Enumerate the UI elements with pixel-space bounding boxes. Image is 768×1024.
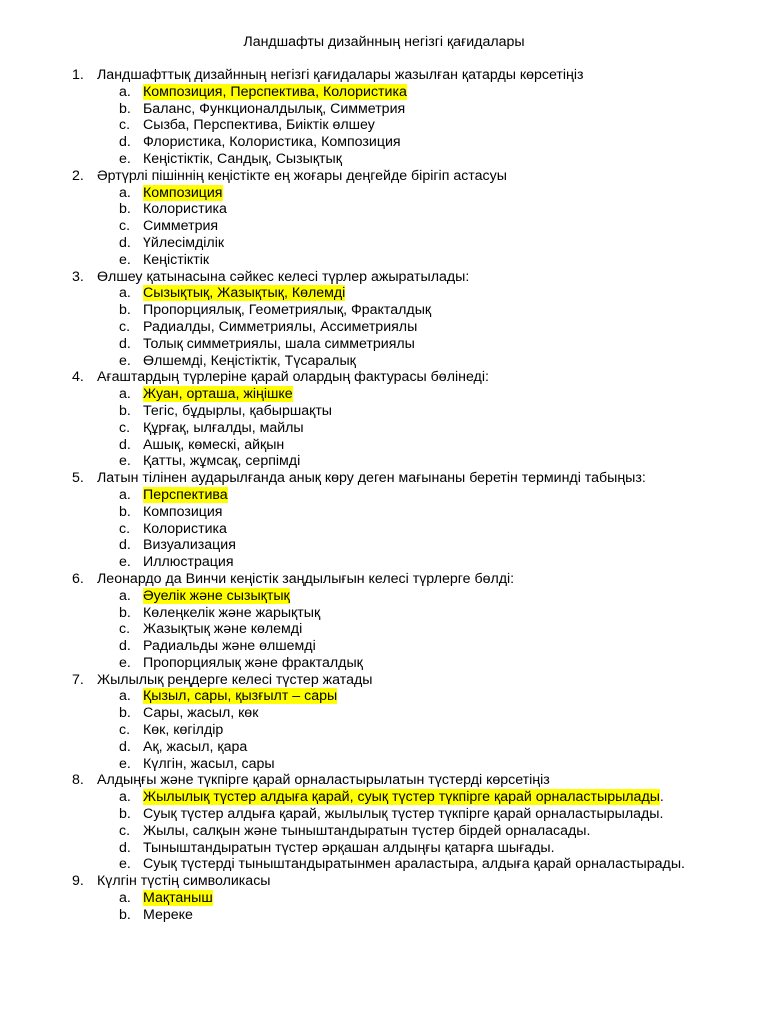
option-letter: b. [119,402,131,419]
option-letter: e. [119,251,131,268]
answer-options [0,285,740,369]
question-item [0,571,740,672]
option-letter: e. [119,654,131,671]
highlighted-answer-text: Мақтаныш [143,890,213,907]
document-title: Ландшафты дизайнның негізгі қағидалары [243,34,525,50]
option-letter: b. [119,503,131,520]
question-text: Әртүрлі пішіннің кеңістікте ең жоғары деңгейде бірігіп астасуы [97,167,507,184]
option-suffix: . [659,789,664,806]
answer-option [0,621,740,638]
answer-option [0,537,740,554]
answer-option [0,134,740,151]
question-text: Леонардо да Винчи кеңістік заңдылығын келесі түрлерге бөлді: [97,570,515,587]
option-text: Иллюстрация [143,554,234,571]
answer-option [0,319,740,336]
answer-option-correct [0,588,740,605]
option-letter: a. [119,386,131,403]
option-letter: e. [119,554,131,571]
answer-option [0,252,740,269]
option-letter: d. [119,134,131,151]
option-letter: c. [119,218,131,235]
option-letter: c. [119,822,131,839]
answer-options [0,588,740,672]
answer-option [0,403,740,420]
question-item [0,67,740,168]
option-text: Жазықтық және көлемді [143,621,303,638]
option-text: Көк, көгілдір [143,722,224,739]
answer-option [0,302,740,319]
option-text: Кеңістіктік, Сандық, Сызықтық [143,150,342,167]
question-text: Жылылық реңдерге келесі түстер жатады [97,671,373,688]
question-list [0,67,740,924]
option-text: Сары, жасыл, көк [143,705,259,722]
answer-option [0,353,740,370]
option-letter: e. [119,352,131,369]
option-text: Баланс, Функционалдылық, Симметрия [143,100,406,117]
option-text: Суық түстерді тыныштандыратынмен араластыра, алдыға қарай орналастырады. [143,856,685,873]
question-item [0,369,740,470]
answer-option [0,420,740,437]
question-number: 8. [72,772,84,789]
option-text: Тыныштандыратын түстер әрқашан алдыңғы қатарға шығады. [143,839,555,856]
question-row [0,269,740,286]
option-letter: d. [119,839,131,856]
option-letter: e. [119,755,131,772]
question-number: 4. [72,369,84,386]
answer-option [0,117,740,134]
question-item [0,269,740,370]
highlighted-answer-text: Перспектива [143,486,228,503]
answer-option [0,722,740,739]
option-letter: d. [119,738,131,755]
option-letter: b. [119,906,131,923]
answer-options [0,789,740,873]
question-text: Алдыңғы және түкпірге қарай орналастырылатын түстерді көрсетіңіз [97,772,550,789]
answer-options [0,487,740,571]
option-text: Күлгін, жасыл, сары [143,755,275,772]
question-text: Ландшафттық дизайнның негізгі қағидалары жазылған қатарды көрсетіңіз [97,67,584,83]
option-letter: d. [119,234,131,251]
answer-option [0,235,740,252]
option-text: Құрғақ, ылғалды, майлы [143,419,304,436]
answer-option [0,856,740,873]
option-letter: c. [119,419,131,436]
option-text: Толық симметриялы, шала симметриялы [143,335,415,352]
answer-options [0,890,740,924]
question-row [0,672,740,689]
answer-option [0,638,740,655]
answer-option-correct [0,285,740,302]
option-letter: d. [119,335,131,352]
option-text: Визуализация [143,537,236,554]
answer-option [0,756,740,773]
option-text: Өлшемді, Кеңістіктік, Түсаралық [143,352,356,369]
question-number: 5. [72,470,84,487]
option-text: Симметрия [143,218,219,235]
option-text: Тегіс, бұдырлы, қабыршақты [143,402,333,419]
answer-options [0,84,740,168]
answer-option [0,806,740,823]
highlighted-answer-text: Композиция, Перспектива, Колористика [143,83,407,100]
option-text: Флористика, Колористика, Композиция [143,134,401,151]
option-letter: b. [119,604,131,621]
answer-option-correct [0,185,740,202]
option-letter: c. [119,117,131,134]
question-item [0,772,740,873]
answer-option [0,218,740,235]
question-number: 9. [72,873,84,890]
option-letter: a. [119,184,131,201]
answer-option-correct [0,84,740,101]
option-letter: b. [119,100,131,117]
option-text: Пропорциялық, Геометриялық, Фракталдық [143,302,432,319]
question-row [0,772,740,789]
option-letter: b. [119,302,131,319]
option-letter: d. [119,638,131,655]
option-text: Суық түстер алдыға қарай, жылылық түстер түкпірге қарай орналастырылады. [143,806,664,823]
question-row [0,67,740,84]
question-row [0,168,740,185]
answer-option [0,655,740,672]
option-text: Радиальды және өлшемді [143,638,316,655]
highlighted-answer-text: Композиция [143,184,223,201]
question-text: Ағаштардың түрлеріне қарай олардың фактурасы бөлінеді: [97,369,489,386]
question-item [0,168,740,269]
answer-option [0,201,740,218]
answer-option [0,705,740,722]
answer-option [0,437,740,454]
answer-option-correct [0,386,740,403]
option-text: Колористика [143,520,227,537]
answer-option [0,554,740,571]
answer-option [0,453,740,470]
answer-options [0,688,740,772]
answer-option [0,101,740,118]
option-letter: a. [119,688,131,705]
highlighted-answer-text: Сызықтық, Жазықтық, Көлемді [143,285,346,302]
option-letter: e. [119,856,131,873]
question-item [0,672,740,773]
option-text: Колористика [143,201,227,218]
option-letter: a. [119,890,131,907]
option-letter: e. [119,453,131,470]
answer-option [0,504,740,521]
question-item [0,470,740,571]
answer-option [0,823,740,840]
option-text: Үйлесімділік [143,234,225,251]
option-letter: d. [119,537,131,554]
question-number: 6. [72,570,84,587]
question-item [0,873,740,923]
option-letter: a. [119,587,131,604]
question-text: Күлгін түстің символикасы [97,873,271,890]
option-text: Ашық, көмескі, айқын [143,436,285,453]
answer-options [0,386,740,470]
option-letter: a. [119,789,131,806]
option-text: Мереке [143,906,193,923]
option-text: Радиалды, Симметриялы, Ассиметриялы [143,318,418,335]
option-text: Қатты, жұмсақ, серпімді [143,453,301,470]
question-text: Өлшеу қатынасына сәйкес келесі түрлер ажыратылады: [97,268,470,285]
option-letter: b. [119,806,131,823]
option-text: Жылы, салқын және тыныштандыратын түстер бірдей орналасады. [143,822,591,839]
option-text: Пропорциялық және фракталдық [143,654,363,671]
highlighted-answer-text: Әуелік және сызықтық [143,587,290,604]
answer-option [0,840,740,857]
option-letter: a. [119,83,131,100]
answer-options [0,185,740,269]
option-letter: a. [119,486,131,503]
question-row [0,873,740,890]
option-text: Ақ, жасыл, қара [143,738,248,755]
option-letter: d. [119,436,131,453]
option-letter: c. [119,722,131,739]
answer-option [0,521,740,538]
option-letter: a. [119,285,131,302]
answer-option [0,336,740,353]
answer-option-correct [0,487,740,504]
answer-option-correct [0,789,740,806]
answer-option [0,605,740,622]
option-text: Кеңістіктік [143,251,210,268]
option-text: Сызба, Перспектива, Биіктік өлшеу [143,117,375,134]
answer-option [0,739,740,756]
option-letter: c. [119,318,131,335]
question-number: 2. [72,167,84,184]
option-letter: e. [119,150,131,167]
answer-option [0,151,740,168]
highlighted-answer-text: Жылылық түстер алдыға қарай, суық түстер түкпірге қарай орналастырылады [143,789,660,806]
option-text: Композиция [143,503,223,520]
answer-option-correct [0,890,740,907]
highlighted-answer-text: Қызыл, сары, қызғылт – сары [143,688,338,705]
answer-option-correct [0,688,740,705]
option-letter: c. [119,520,131,537]
option-letter: b. [119,705,131,722]
question-row [0,369,740,386]
question-row [0,571,740,588]
option-letter: b. [119,201,131,218]
answer-option [0,907,740,924]
question-row [0,470,740,487]
question-number: 7. [72,671,84,688]
option-text: Көлеңкелік және жарықтық [143,604,321,621]
option-letter: c. [119,621,131,638]
question-number: 3. [72,268,84,285]
question-text: Латын тілінен аударылғанда анық көру деген мағынаны беретін терминді табыңыз: [97,470,646,487]
highlighted-answer-text: Жуан, орташа, жіңішке [143,386,293,403]
question-number: 1. [72,67,84,83]
